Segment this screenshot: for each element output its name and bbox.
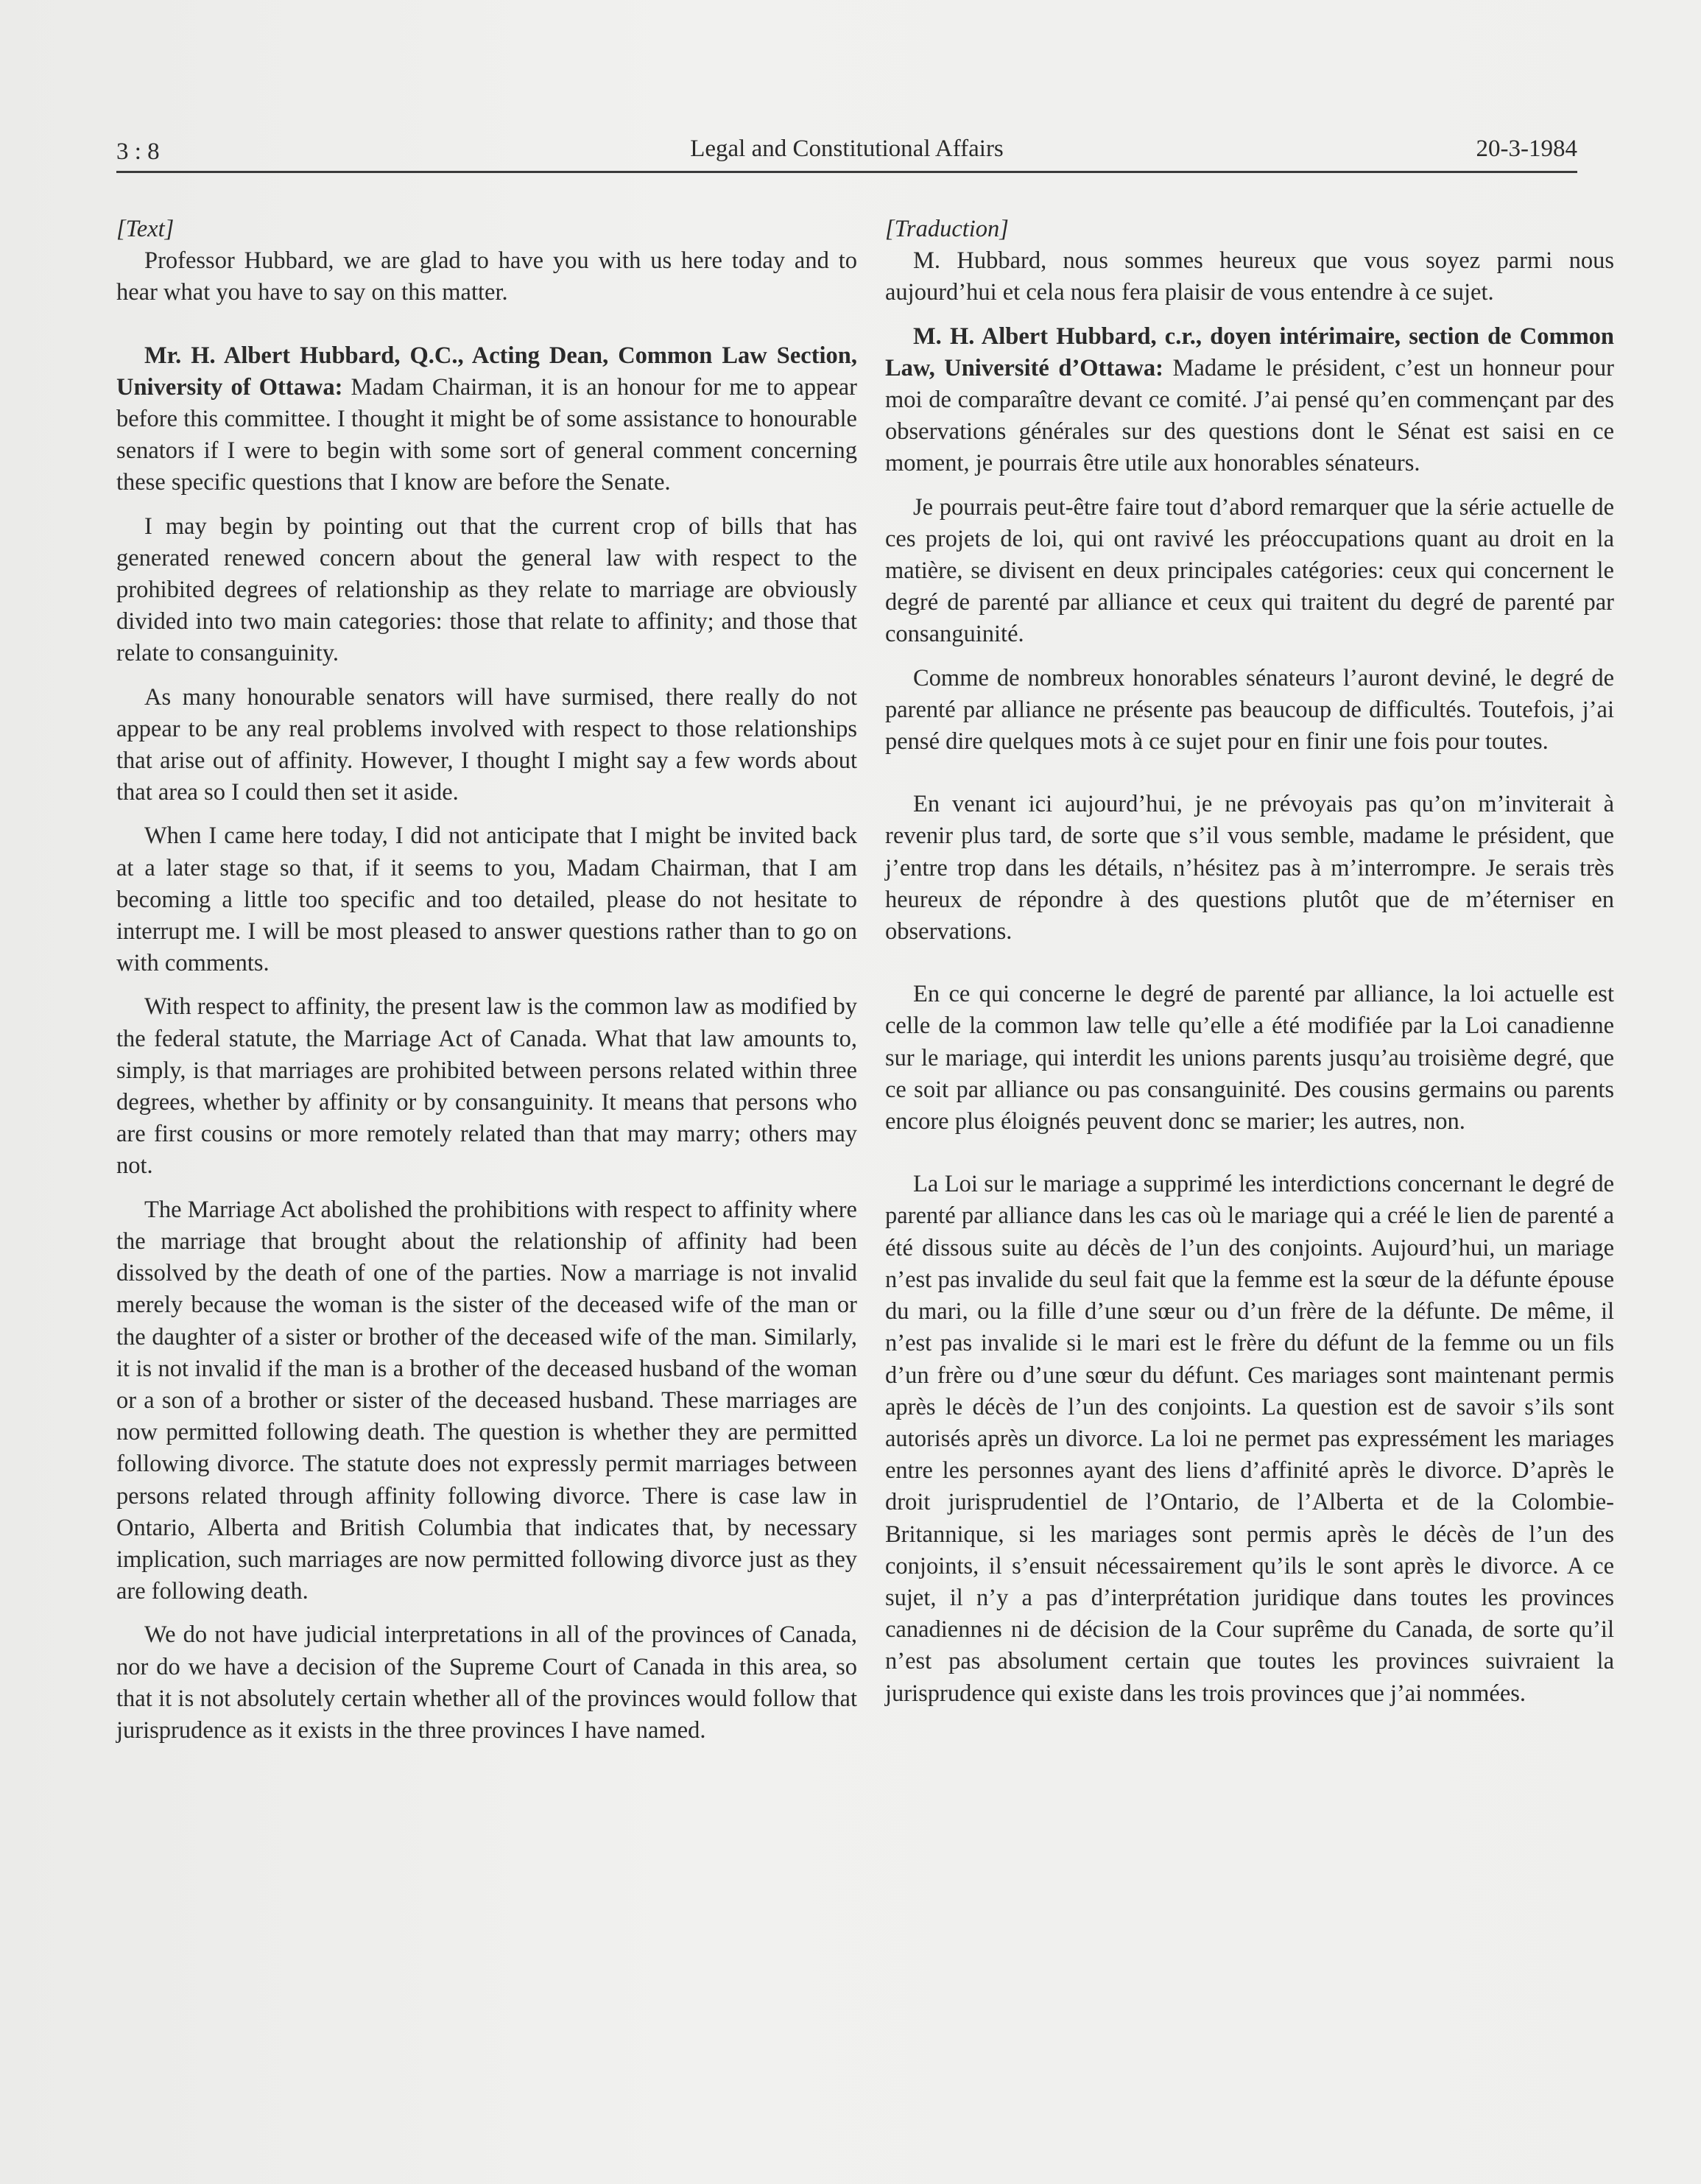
paragraph: We do not have judicial interpretations in all of the provinces of Canada, nor do we have a decision of the Supreme Court of Canada in this area, so that it is not absolutely certain whether all of the provinces would follow that jurisprudence as it exists in the three provinces I have named. xyxy=(116,1621,857,1744)
paragraph: En ce qui concerne le degré de parenté par alliance, la loi actuelle est celle de la common law telle qu’elle a été modifiée par la Loi canadienne sur le mariage, qui interdit les unions parents jusqu’au troisième degré, que ce soit par alliance ou pas consanguinité. Des cousins germains ou parents encore plus éloignés peuvent donc se marier; les autres, non. xyxy=(885,981,1614,1135)
paragraph: With respect to affinity, the present law is the common law as modified by the federal statute, the Marriage Act of Canada. What that law amounts to, simply, is that marriages are prohibited between persons related within three degrees, whether by affinity or by consanguinity. It means that persons who are first cousins or more remotely related than that may marry; others may not. xyxy=(116,993,857,1180)
speaker-text: Madame le président, c’est un honneur pour moi de comparaître devant ce comité. J’ai pensé qu’en commençant par des observations générales sur des questions dont le Sénat est saisi en ce moment, je pourrais être utile aux honorables sénateurs. xyxy=(885,354,1614,477)
speaker-paragraph xyxy=(116,340,857,499)
paragraph: La Loi sur le mariage a supprimé les interdictions concernant le degré de parenté par alliance dans les cas où le mariage qui a créé le lien de parenté a été dissous suite au décès de l’un des conjoints. Aujourd’hui, un mariage n’est pas invalide du seul fait que la femme est la sœur de la défunte épouse du mari, ou la fille d’une sœur ou d’un frère de la défunte. De même, il n’est pas invalide si le mari est le frère du défunt de la femme ou un fils d’un frère ou d’une sœur du défunt. Ces mariages sont maintenant permis après le décès de l’un des conjoints. La question est de savoir s’ils sont autorisés après un divorce. La loi ne permet pas expressément les mariages entre les personnes ayant des liens d’affinité après le divorce. D’après le droit jurisprudentiel de l’Ontario, de l’Alberta et de la Colombie-Britannique, si les mariages sont permis après le décès de l’un des conjoints, il s’ensuit nécessairement qu’ils le sont après le divorce. A ce sujet, il n’y a pas d’interprétation juridique dans toutes les provinces canadiennes ni de décision de la Cour suprême du Canada, de sorte qu’il n’est pas absolument certain que toutes les provinces suivraient la jurisprudence qui existe dans les trois provinces que j’ai nommées. xyxy=(885,1171,1614,1707)
paragraph: When I came here today, I did not anticipate that I might be invited back at a later stage so that, if it seems to you, Madam Chairman, that I am becoming a little too specific and too detailed, please do not hesitate to interrupt me. I will be most pleased to answer questions rather than to go on with comments. xyxy=(116,822,857,977)
paragraph: I may begin by pointing out that the current crop of bills that has generated renewed concern about the general law with respect to the prohibited degrees of relationship as they relate to marriage are obviously divided into two main categories: those that relate to affinity; and those that relate to consanguinity. xyxy=(116,512,857,667)
english-column xyxy=(116,214,857,1747)
page-number: 3 : 8 xyxy=(116,138,160,165)
page-header xyxy=(116,135,1577,173)
paragraph: As many honourable senators will have surmised, there really do not appear to be any real problems involved with respect to those relationships that arise out of affinity. However, I thought I might say a few words about that area so I could then set it aside. xyxy=(116,683,857,806)
speaker-paragraph xyxy=(885,321,1614,480)
paragraph: M. Hubbard, nous sommes heureux que vous soyez parmi nous aujourd’hui et cela nous fera plaisir de vous entendre à ce sujet. xyxy=(885,247,1614,306)
speaker-text: Madam Chairman, it is an honour for me to appear before this committee. I thought it might be of some assistance to honourable senators if I were to begin with some sort of general comment concerning these specific questions that I know are before the Senate. xyxy=(116,373,858,496)
paragraph: En venant ici aujourd’hui, je ne prévoyais pas qu’on m’inviterait à revenir plus tard, de sorte que s’il vous semble, madame le président, que j’entre trop dans les détails, n’hésitez pas à m’interrompre. Je serais très heureux de répondre à des questions plutôt que de m’éterniser en observations. xyxy=(885,791,1614,945)
paragraph: The Marriage Act abolished the prohibitions with respect to affinity where the marriage that brought about the relationship of affinity had been dissolved by the death of one of the parties. Now a marriage is not invalid merely because the woman is the sister of the deceased wife of the man or the daughter of a sister or brother of the deceased wife of the man. Similarly, it is not invalid if the man is a brother of the deceased husband of the woman or a son of a brother or sister of the deceased husband. These marriages are now permitted following death. The question is whether they are permitted following divorce. The statute does not expressly permit marriages between persons related through affinity following divorce. There is case law in Ontario, Alberta and British Columbia that indicates that, by necessary implication, such marriages are now permitted following divorce just as they are following death. xyxy=(116,1196,857,1605)
running-title: Legal and Constitutional Affairs xyxy=(690,135,1004,162)
header-date: 20-3-1984 xyxy=(1476,135,1577,162)
speaker-name: Mr. H. Albert Hubbard, Q.C., Acting Dean, Common Law Section, University of Ottawa: xyxy=(116,342,857,401)
translation-label: [Traduction] xyxy=(885,216,1009,242)
paragraph: Professor Hubbard, we are glad to have you with us here today and to hear what you have to say on this matter. xyxy=(116,247,857,306)
french-column xyxy=(885,214,1614,1710)
paragraph: Comme de nombreux honorables sénateurs l’auront deviné, le degré de parenté par alliance ne présente pas beaucoup de difficultés. Toutefois, j’ai pensé dire quelques mots à ce sujet pour en finir une fois pour toutes. xyxy=(885,664,1614,755)
speaker-name: M. H. Albert Hubbard, c.r., doyen intérimaire, section de Common Law, Université d’Ottawa: xyxy=(885,323,1614,381)
paragraph: Je pourrais peut-être faire tout d’abord remarquer que la série actuelle de ces projets de loi, qui ont ravivé les préoccupations quant au droit en la matière, se divisent en deux principales catégories: ceux qui concernent le degré de parenté par alliance et ceux qui traitent du degré de parenté par consanguinité. xyxy=(885,493,1614,648)
text-label: [Text] xyxy=(116,216,175,242)
